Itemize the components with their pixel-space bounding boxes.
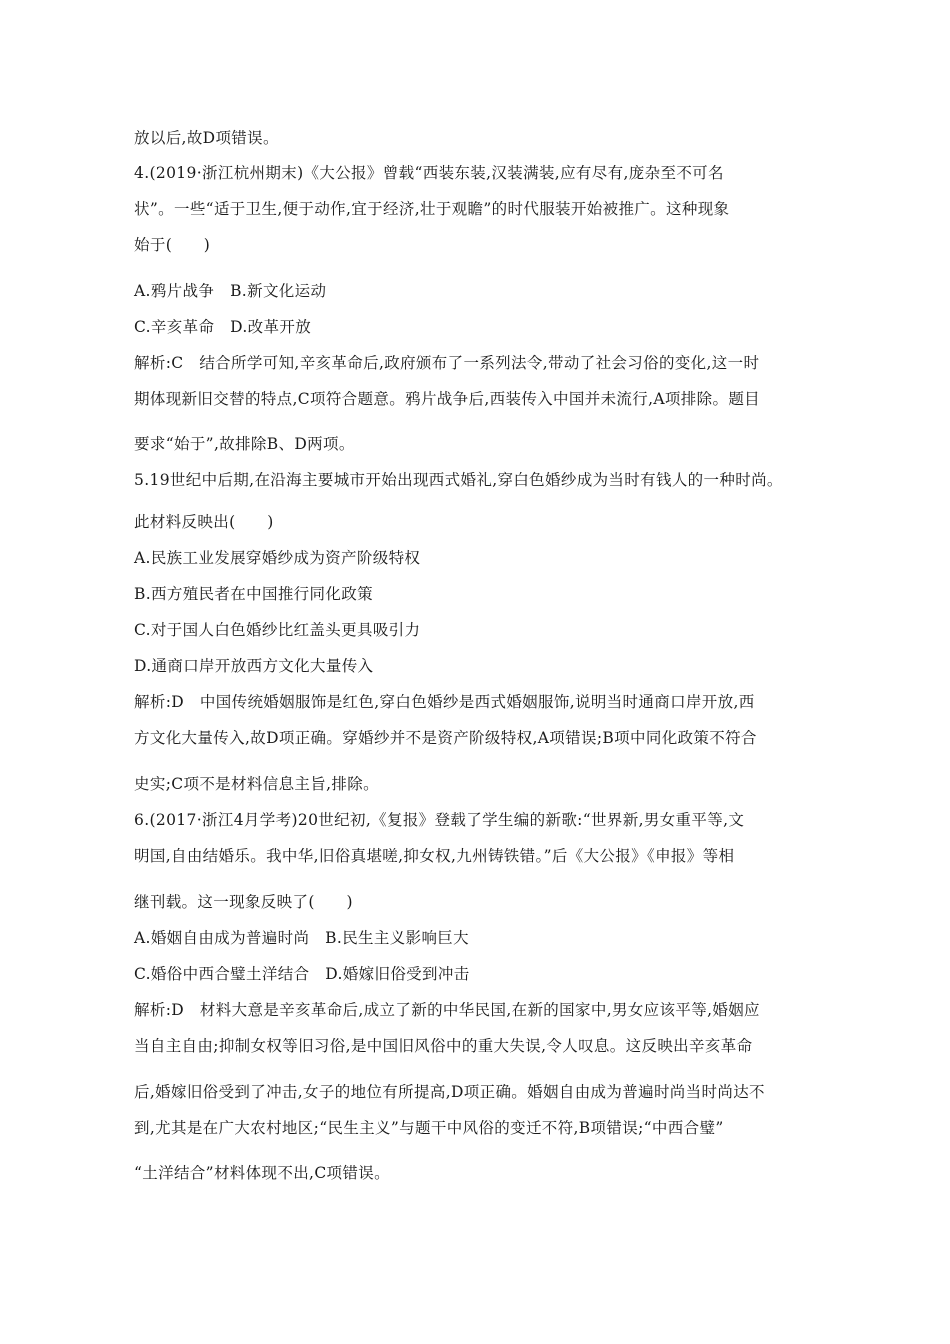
question-6-options-ab: A.婚姻自由成为普遍时尚 B.民生主义影响巨大 (134, 929, 469, 947)
question-6-options-cd: C.婚俗中西合璧土洋结合 D.婚嫁旧俗受到冲击 (134, 965, 470, 983)
question-4-options-cd: C.辛亥革命 D.改革开放 (134, 318, 312, 336)
question-4-analysis-line-1: 解析:C 结合所学可知,辛亥革命后,政府颁布了一系列法令,带动了社会习俗的变化,这一时 (134, 354, 760, 372)
question-5-stem-line-1: 5.19世纪中后期,在沿海主要城市开始出现西式婚礼,穿白色婚纱成为当时有钱人的一种时尚。 (134, 471, 783, 489)
question-5-stem-line-2: 此材料反映出( ) (134, 513, 274, 531)
question-5-option-a: A.民族工业发展穿婚纱成为资产阶级特权 (134, 549, 421, 567)
question-6-analysis-line-5: “土洋结合”材料体现不出,C项错误。 (134, 1164, 390, 1182)
question-4-options-ab: A.鸦片战争 B.新文化运动 (134, 282, 327, 300)
question-6-stem-line-3: 继刊载。这一现象反映了( ) (134, 893, 353, 911)
question-5-option-b: B.西方殖民者在中国推行同化政策 (134, 585, 373, 603)
question-6-analysis-line-3: 后,婚嫁旧俗受到了冲击,女子的地位有所提高,D项正确。婚姻自由成为普遍时尚当时尚达不 (134, 1083, 765, 1101)
question-5-option-c: C.对于国人白色婚纱比红盖头更具吸引力 (134, 621, 421, 639)
question-6-stem-line-2: 明国,自由结婚乐。我中华,旧俗真堪嗟,抑女权,九州铸铁错。”后《大公报》《申报》等相 (134, 847, 735, 865)
question-4-analysis-line-3: 要求“始于”,故排除B、D两项。 (134, 435, 355, 453)
question-6-analysis-line-1: 解析:D 材料大意是辛亥革命后,成立了新的中华民国,在新的国家中,男女应该平等,婚姻应 (134, 1001, 760, 1019)
question-4-stem-line-1: 4.(2019·浙江杭州期末)《大公报》曾载“西装东装,汉装满装,应有尽有,庞杂至不可名 (134, 164, 724, 182)
text-line-continuation: 放以后,故D项错误。 (134, 129, 279, 147)
question-6-analysis-line-2: 当自主自由;抑制女权等旧习俗,是中国旧风俗中的重大失误,令人叹息。这反映出辛亥革命 (134, 1037, 753, 1055)
question-5-analysis-line-2: 方文化大量传入,故D项正确。穿婚纱并不是资产阶级特权,A项错误;B项中同化政策不符合 (134, 729, 757, 747)
question-4-stem-line-2: 状”。一些“适于卫生,便于动作,宜于经济,壮于观瞻”的时代服装开始被推广。这种现象 (134, 200, 730, 218)
question-5-option-d: D.通商口岸开放西方文化大量传入 (134, 657, 374, 675)
question-5-analysis-line-3: 史实;C项不是材料信息主旨,排除。 (134, 775, 379, 793)
question-5-analysis-line-1: 解析:D 中国传统婚姻服饰是红色,穿白色婚纱是西式婚姻服饰,说明当时通商口岸开放,西 (134, 693, 755, 711)
question-6-stem-line-1: 6.(2017·浙江4月学考)20世纪初,《复报》登载了学生编的新歌:“世界新,男女重平等,文 (134, 811, 745, 829)
question-4-analysis-line-2: 期体现新旧交替的特点,C项符合题意。鸦片战争后,西装传入中国并未流行,A项排除。题目 (134, 390, 761, 408)
question-6-analysis-line-4: 到,尤其是在广大农村地区;“民生主义”与题干中风俗的变迁不符,B项错误;“中西合璧” (134, 1119, 724, 1137)
question-4-stem-line-3: 始于( ) (134, 236, 211, 254)
